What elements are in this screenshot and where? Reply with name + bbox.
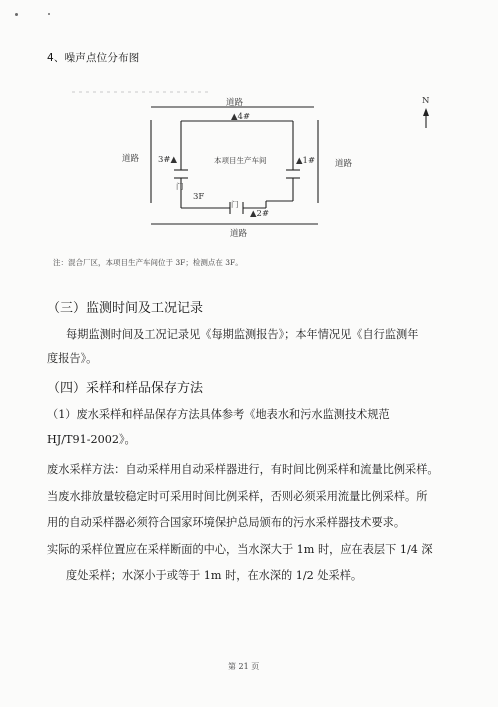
section4-title: （四）采样和样品保存方法 <box>47 381 204 396</box>
point-3-label: 3#▲ <box>158 155 178 165</box>
section4-line-3: 废水采样方法：自动采样用自动采样器进行，有时间比例采样和流量比例采样。 <box>47 463 439 476</box>
section3-title: （三）监测时间及工况记录 <box>47 301 204 316</box>
section4-line-7: 度处采样；水深小于或等于 1m 时，在水深的 1/2 处采样。 <box>66 569 363 582</box>
noise-map-heading: 4、噪声点位分布图 <box>47 52 140 64</box>
gate-left-label: 门 <box>176 182 184 191</box>
section4-line-5: 用的自动采样器必须符合国家环境保护总局颁布的污水采样器技术要求。 <box>47 516 406 529</box>
road-right-label: 道路 <box>335 159 353 169</box>
floor-label: 3F <box>193 192 205 202</box>
point-4-label: ▲4# <box>231 112 251 122</box>
section3-line-2: 度报告》。 <box>47 352 98 365</box>
point-1-label: ▲1# <box>296 156 316 166</box>
section4-line-1: （1）废水采样和样品保存方法具体参考《地表水和污水监测技术规范 <box>47 408 390 421</box>
gate-bottom-label: 门 <box>231 200 239 209</box>
diagram-note: 注：混合厂区，本项目生产车间位于 3F；检测点在 3F。 <box>53 258 243 267</box>
road-top-label: 道路 <box>226 98 244 108</box>
section3-line-1: 每期监测时间及工况记录见《每期监测报告》；本年情况见《自行监测年 <box>66 328 419 341</box>
section4-line-4: 当废水排放量较稳定时可采用时间比例采样，否则必须采用流量比例采样。所 <box>47 490 428 503</box>
north-label: N <box>422 96 430 106</box>
section4-line-2: HJ/T91-2002》。 <box>47 433 136 446</box>
noise-point-diagram <box>0 0 498 280</box>
workshop-label: 本项目生产车间 <box>214 156 267 165</box>
north-arrow-head <box>423 108 429 116</box>
road-left-label: 道路 <box>122 154 140 164</box>
section4-line-6: 实际的采样位置应在采样断面的中心，当水深大于 1m 时，应在表层下 1/4 深 <box>47 543 433 556</box>
road-bottom-label: 道路 <box>230 229 248 239</box>
point-2-label: ▲2# <box>250 209 270 219</box>
diagram-lines <box>0 0 498 280</box>
page-number: 第 21 页 <box>228 662 260 671</box>
